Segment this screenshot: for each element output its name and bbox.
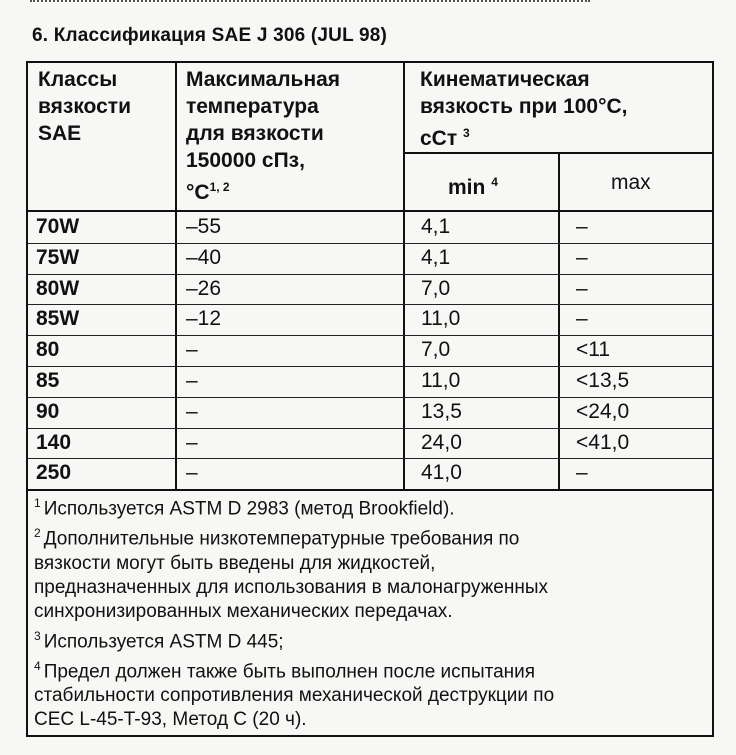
cell-max-temperature: –	[186, 461, 198, 485]
header-kinematic-viscosity-text: Кинематическая вязкость при 100°С, сСт	[420, 68, 628, 150]
table-title: 6. Классификация SAE J 306 (JUL 98)	[32, 25, 388, 46]
header-kinematic-viscosity-footnote: 3	[462, 126, 470, 140]
header-max-temperature-footnote: 1, 2	[209, 180, 230, 194]
cell-viscosity-min: 7,0	[421, 338, 451, 362]
footnote-text: Дополнительные низкотемпературные требования по	[43, 528, 520, 550]
cell-viscosity-max: <13,5	[576, 369, 630, 392]
row-divider	[28, 428, 712, 429]
footnotes	[34, 491, 710, 732]
cell-viscosity-min: 4,1	[421, 245, 451, 269]
cell-max-temperature: –40	[186, 245, 222, 269]
footnote-line	[34, 576, 710, 600]
cell-max-temperature: –	[186, 430, 198, 454]
row-divider	[28, 335, 712, 336]
footnote-number: 3	[34, 628, 41, 643]
cell-max-temperature: –26	[186, 276, 222, 300]
cell-sae-class: 75W	[36, 245, 80, 269]
header-max: max	[611, 171, 651, 194]
footnote-number: 2	[34, 526, 41, 541]
cell-sae-class: 90	[36, 399, 60, 423]
col-divider-3	[558, 152, 560, 491]
header-max-temperature	[186, 66, 396, 206]
footnote-number: 1	[34, 496, 41, 510]
row-divider	[28, 304, 712, 305]
footnote-line	[34, 624, 710, 654]
cell-max-temperature: –	[186, 369, 198, 392]
row-divider	[28, 397, 712, 398]
cell-viscosity-max: –	[576, 276, 588, 300]
cell-max-temperature: –12	[186, 307, 222, 331]
cell-viscosity-max: –	[576, 215, 588, 238]
row-divider	[28, 243, 712, 244]
cell-viscosity-max: –	[576, 245, 588, 269]
cell-viscosity-min: 11,0	[421, 307, 461, 331]
cell-sae-class: 250	[36, 461, 72, 485]
footnote-text: CEC L-45-T-93, Метод С (20 ч).	[34, 709, 307, 731]
cell-viscosity-min: 24,0	[421, 430, 462, 454]
footnote-text: Используется ASTM D 445;	[43, 630, 284, 652]
cell-viscosity-min: 41,0	[421, 461, 462, 485]
header-bottom-rule	[28, 210, 712, 212]
footnote-text: предназначенных для использования в малонагруженных	[34, 576, 548, 598]
cell-max-temperature: –	[186, 338, 198, 362]
footnote-line	[34, 491, 710, 521]
cell-viscosity-min: 7,0	[421, 276, 451, 300]
cell-viscosity-max: –	[576, 307, 588, 331]
cell-sae-class: 140	[36, 430, 72, 454]
row-divider	[28, 274, 712, 275]
row-divider	[28, 366, 712, 367]
cell-sae-class: 85W	[36, 307, 80, 331]
header-min-text: min	[448, 176, 486, 199]
header-sae-classes: Классы вязкости SAE	[38, 68, 131, 145]
footnote-text: вязкости могут быть введены для жидкостей,	[34, 552, 436, 574]
footnote-line	[34, 521, 710, 551]
header-kinematic-viscosity	[420, 66, 710, 152]
cell-sae-class: 85	[36, 369, 60, 392]
footnote-line	[34, 654, 710, 684]
footnote-text: синхронизированных механических передачах.	[34, 600, 453, 622]
header-min-footnote: 4	[491, 175, 498, 189]
header-max-temperature-text: Максимальная температура для вязкости 150000 сПз, °C	[186, 68, 341, 204]
cell-max-temperature: –	[186, 399, 198, 423]
footnote-text: Используется ASTM D 2983 (метод Brookfield).	[43, 498, 455, 520]
footnote-line	[34, 552, 710, 576]
footnote-line	[34, 708, 710, 732]
cell-viscosity-min: 13,5	[421, 399, 462, 423]
footnote-line	[34, 600, 710, 624]
cell-sae-class: 80	[36, 338, 60, 362]
cell-viscosity-min: 4,1	[421, 215, 451, 238]
footnote-number: 4	[34, 658, 41, 673]
row-divider	[28, 458, 712, 459]
cell-viscosity-max: <11	[576, 338, 611, 362]
footnote-text: стабильности сопротивления механической деструкции по	[34, 685, 555, 707]
cropped-previous-line	[30, 0, 590, 5]
sae-classification-table	[26, 61, 714, 737]
cell-sae-class: 70W	[36, 215, 80, 238]
cell-viscosity-max: <41,0	[576, 430, 630, 454]
footnote-line	[34, 684, 710, 708]
footnote-text: Предел должен также быть выполнен после испытания	[43, 661, 536, 683]
cell-viscosity-max: <24,0	[576, 399, 630, 423]
header-min	[448, 169, 498, 201]
cell-viscosity-max: –	[576, 461, 588, 485]
cell-max-temperature: –55	[186, 215, 222, 238]
cell-viscosity-min: 11,0	[421, 369, 461, 392]
cell-sae-class: 80W	[36, 276, 80, 300]
subheader-divider	[403, 152, 712, 154]
